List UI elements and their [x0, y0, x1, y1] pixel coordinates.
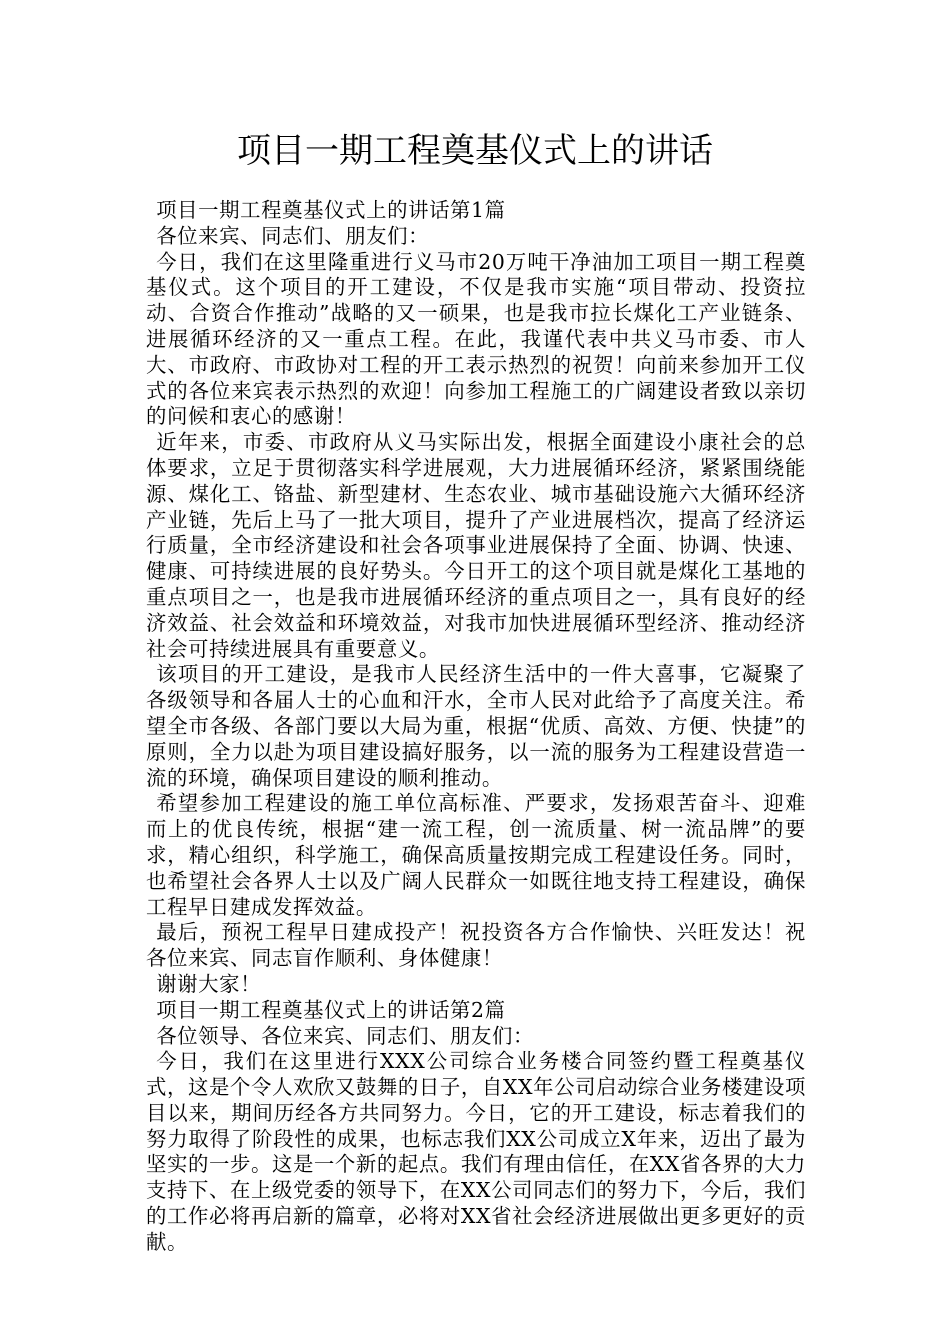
paragraph: 希望参加工程建设的施工单位高标准、严要求，发扬艰苦奋斗、迎难而上的优良传统，根据“建一流工程，创一流质量、树一流品牌”的要求，精心组织，科学施工，确保高质量按期完成工程建设任务。同时，也希望社会各界人士以及广阔人民群众一如既往地支持工程建设，确保工程早日建成发挥效益。 [146, 791, 806, 919]
paragraph: 近年来，市委、市政府从义马实际出发，根据全面建设小康社会的总体要求，立足于贯彻落实科学进展观，大力进展循环经济，紧紧围绕能源、煤化工、铬盐、新型建材、生态农业、城市基础设施六大循环经济产业链，先后上马了一批大项目，提升了产业进展档次，提高了经济运行质量，全市经济建设和社会各项事业进展保持了全面、协调、快速、健康、可持续进展的良好势头。今日开工的这个项目就是煤化工基地的重点项目之一，也是我市进展循环经济的重点项目之一，具有良好的经济效益、社会效益和环境效益，对我市加快进展循环型经济、推动经济社会可持续进展具有重要意义。 [146, 430, 806, 661]
section-heading-2: 项目一期工程奠基仪式上的讲话第2篇 [156, 997, 506, 1022]
section-heading-1: 项目一期工程奠基仪式上的讲话第1篇 [156, 198, 506, 222]
salutation-1: 各位来宾、同志们、朋友们： [156, 223, 430, 248]
paragraph: 最后，预祝工程早日建成投产！祝投资各方合作愉快、兴旺发达！祝各位来宾、同志盲作顺利、身体健康！ [146, 920, 806, 971]
paragraph: 今日，我们在这里进行XXX公司综合业务楼合同签约暨工程奠基仪式，这是个令人欢欣又鼓舞的日子，自XX年公司启动综合业务楼建设项目以来，期间历经各方共同努力。今日，它的开工建设，标志着我们的努力取得了阶段性的成果，也标志我们XX公司成立X年来，迈出了最为坚实的一步。这是一个新的起点。我们有理由信任，在XX省各界的大力支持下、在上级党委的领导下，在XX公司同志们的努力下，今后，我们的工作必将再启新的篇章，必将对XX省社会经济进展做出更多更好的贡献。 [146, 1049, 806, 1254]
document-body [146, 198, 806, 1256]
document-title: 项目一期工程奠基仪式上的讲话 [237, 131, 713, 171]
salutation-2: 各位领导、各位来宾、同志们、朋友们： [156, 1023, 535, 1048]
paragraph: 该项目的开工建设，是我市人民经济生活中的一件大喜事，它凝聚了各级领导和各届人士的心血和汗水，全市人民对此给予了高度关注。希望全市各级、各部门要以大局为重，根据“优质、高效、方便、快捷”的原则，全力以赴为项目建设搞好服务，以一流的服务为工程建设营造一流的环境，确保项目建设的顺利推动。 [146, 662, 806, 790]
paragraph: 今日，我们在这里隆重进行义马市20万吨干净油加工项目一期工程奠基仪式。这个项目的开工建设，不仅是我市实施“项目带动、投资拉动、合资合作推动”战略的又一硕果，也是我市拉长煤化工产业链条、进展循环经济的又一重点工程。在此，我谨代表中共义马市委、市人大、市政府、市政协对工程的开工表示热烈的祝贺！向前来参加开工仪式的各位来宾表示热烈的欢迎！向参加工程施工的广阔建设者致以亲切的问候和衷心的感谢！ [146, 249, 806, 429]
closing-thanks: 谢谢大家！ [156, 971, 262, 996]
